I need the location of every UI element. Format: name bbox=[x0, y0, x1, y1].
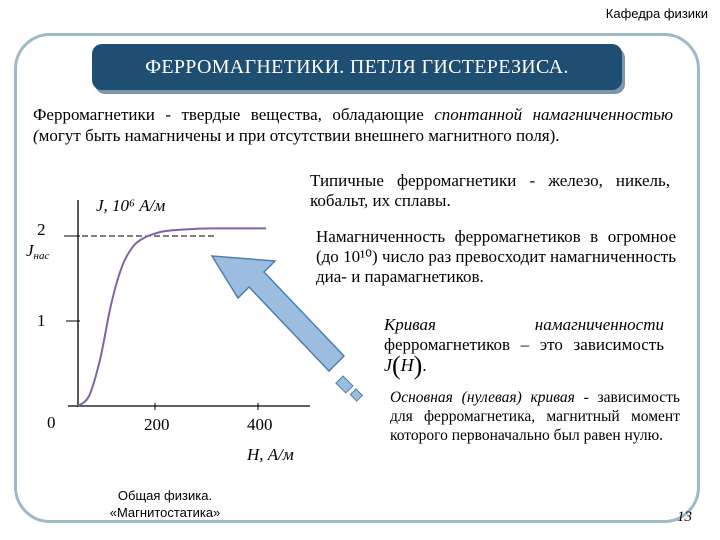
slide-title: ФЕРРОМАГНЕТИКИ. ПЕТЛЯ ГИСТЕРЕЗИСА. bbox=[145, 55, 569, 78]
basic-curve-normal: - зависимость для ферромагнетика, магнитный момент которого первоначально был равен нулю. bbox=[390, 389, 681, 444]
pointer-arrow-body bbox=[212, 256, 344, 371]
pointer-arrow bbox=[212, 256, 362, 401]
footer-course bbox=[90, 487, 240, 521]
curve-normal: ферромагнетиков – это зависимость bbox=[384, 335, 664, 354]
footer-line-2: «Магнитостатика» bbox=[109, 505, 221, 520]
curve-italic: Кривая намагниченности bbox=[384, 315, 664, 334]
x-axis-label: H, А/м bbox=[247, 445, 294, 464]
x-tick-label-0: 0 bbox=[47, 413, 56, 432]
y-tick-label-2: 2 bbox=[37, 220, 46, 239]
curve-end: . bbox=[422, 356, 427, 375]
y-axis-label: J, 10⁶ А/м bbox=[96, 196, 166, 215]
formula-j-of-h: J(H) bbox=[384, 351, 423, 380]
intro-text-1: Ферромагнетики - твердые вещества, обладающие bbox=[33, 105, 435, 124]
x-tick-label-400: 400 bbox=[247, 415, 273, 434]
magnetization-text: Намагниченность ферромагнетиков в огромное (до 10¹⁰) число раз превосходит намагниченность диа- и парамагнетиков. bbox=[316, 227, 676, 286]
y-tick-label-1: 1 bbox=[37, 311, 46, 330]
typical-ferromagnets-text: Типичные ферромагнетики - железо, никель, кобальт, их сплавы. bbox=[310, 171, 670, 210]
formula-h: H bbox=[400, 355, 414, 375]
intro-italic: спонтанной намагниченностью ( bbox=[33, 105, 673, 145]
x-tick-label-200: 200 bbox=[144, 415, 170, 434]
intro-text-2: могут быть намагничены и при отсутствии внешнего магнитного поля). bbox=[38, 126, 560, 145]
magnetization-curve bbox=[78, 228, 266, 406]
pointer-arrow-dash-1 bbox=[336, 376, 353, 393]
pointer-arrow-dash-2 bbox=[350, 389, 362, 401]
department-label: Кафедра физики bbox=[605, 6, 708, 21]
saturation-label: Jнас bbox=[26, 241, 50, 262]
footer-line-1: Общая физика. bbox=[117, 488, 213, 503]
page-number: 13 bbox=[677, 509, 692, 525]
basic-curve-italic: Основная (нулевая) кривая bbox=[390, 389, 575, 406]
formula-j: J bbox=[384, 355, 392, 375]
